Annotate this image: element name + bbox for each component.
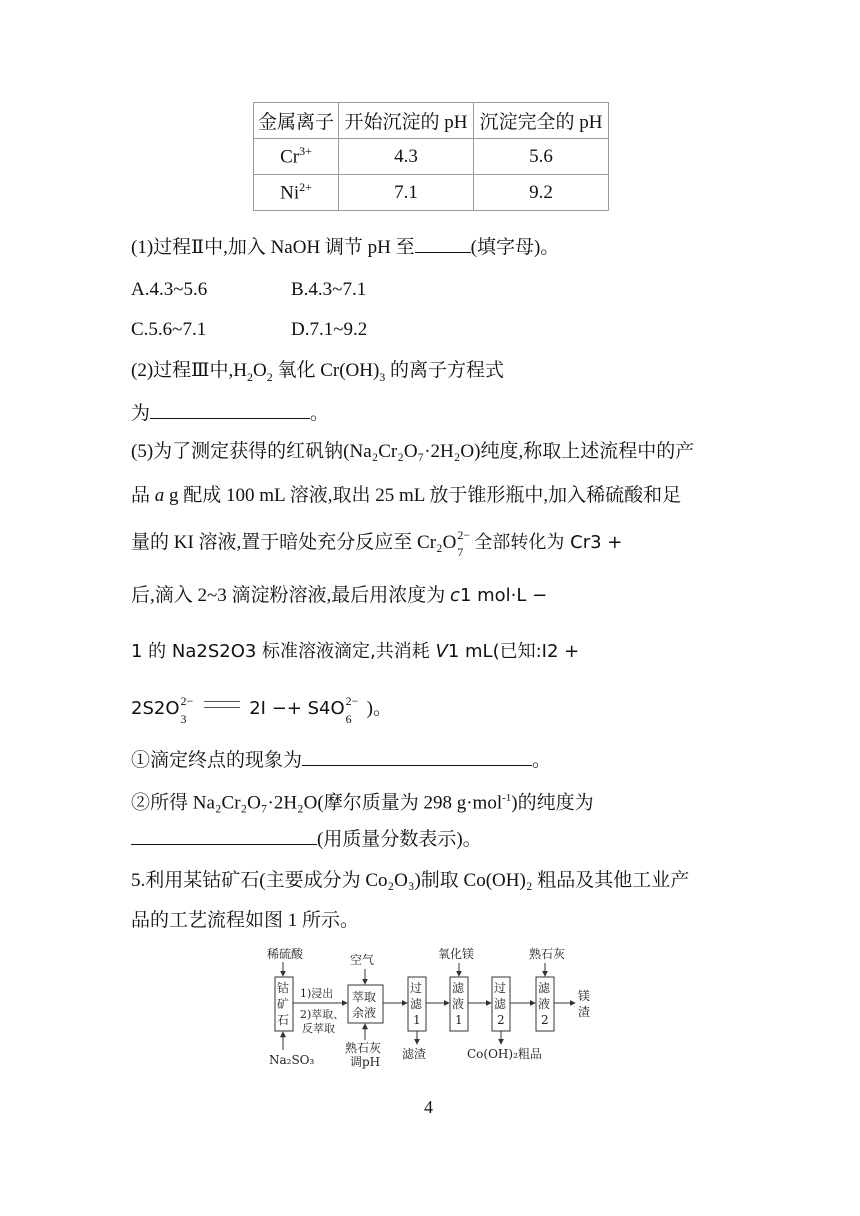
- table-header-cell: 开始沉淀的 pH: [339, 103, 474, 139]
- question-5-line-1: (5)为了测定获得的红矾钠(Na₂Cr₂O₇·2H₂O)纯度,称取上述流程中的产: [131, 441, 695, 462]
- table-header-cell: 金属离子: [254, 103, 339, 139]
- svg-text:1: 1: [455, 1013, 463, 1027]
- residue-label: 滤渣: [402, 1047, 427, 1061]
- ore-char: 钴: [277, 981, 290, 995]
- question-2: (2)过程Ⅲ中$,H_2O_2$ 氧化 $Cr(OH)_3$ 的离子方程式: [131, 360, 505, 384]
- question-5-equation: 2S2O 2− 3 2I −+ S4O 2− 6 )。: [131, 694, 392, 726]
- question-5-line-3: 量的 KI 溶液,置于暗处充分反应至 Cr₂O 2− 7 全部转化为 Cr3 +: [131, 528, 623, 559]
- ore-char: 矿: [277, 997, 290, 1011]
- magnesium-oxide-label: 氧化镁: [438, 947, 475, 961]
- table-header-cell: 沉淀完全的 pH: [474, 103, 609, 139]
- option-a: A.4.3~5.6: [131, 279, 208, 300]
- svg-text:液: 液: [452, 997, 465, 1011]
- sub-question-2-answer: (用质量分数表示)。: [131, 826, 482, 852]
- option-b: B.4.3~7.1: [291, 279, 367, 300]
- leach-step-label: 1)浸出: [300, 987, 334, 1000]
- svg-text:1: 1: [413, 1013, 421, 1027]
- cobalt-hydroxide-label: Co(OH)₂粗品: [467, 1047, 542, 1061]
- raffinate-label: 余液: [352, 1006, 377, 1020]
- question-5-line-2: 品 a g 配成 100 mL 溶液,取出 25 mL 放于锥形瓶中,加入稀硫酸和足: [131, 485, 682, 506]
- option-c: C.5.6~7.1: [131, 319, 207, 340]
- question-2-answer-line: 为 。: [131, 400, 329, 426]
- ion-cell: $Cr^{3+}$: [254, 139, 339, 175]
- equals-sign: [204, 701, 240, 708]
- sub-question-2: ②所得 Na₂Cr₂O₇·2H₂O(摩尔质量为 298 g·mol$^{-1}$)的纯度为: [131, 792, 594, 814]
- svg-text:滤: 滤: [452, 981, 465, 995]
- sulfuric-acid-label: 稀硫酸: [267, 947, 304, 961]
- sub-question-1: ①滴定终点的现象为 。: [131, 747, 551, 773]
- question-5b-line-2: 品的工艺流程如图 1 所示。: [131, 910, 360, 931]
- svg-text:滤: 滤: [494, 997, 507, 1011]
- svg-text:液: 液: [538, 997, 551, 1011]
- option-d: D.7.1~9.2: [291, 319, 368, 340]
- back-extract-label: 反萃取: [302, 1022, 335, 1035]
- answer-blank: [415, 234, 471, 253]
- svg-text:2: 2: [497, 1013, 505, 1027]
- start-ph-cell: 7.1: [339, 175, 474, 211]
- svg-text:过: 过: [494, 981, 507, 995]
- svg-text:滤: 滤: [410, 997, 423, 1011]
- question-5b-line-1: 5.利用某钴矿石(主要成分为 Co₂O₃)制取 Co(OH)₂ 粗品及其他工业产: [131, 870, 690, 891]
- slaked-lime-label: 熟石灰: [529, 947, 566, 961]
- table-header-row: [254, 103, 609, 139]
- process-flow-diagram: [255, 940, 615, 1075]
- svg-text:过: 过: [410, 981, 423, 995]
- air-label: 空气: [350, 953, 375, 967]
- raffinate-label: 萃取: [352, 990, 377, 1004]
- table-row: [254, 139, 609, 175]
- question-5-line-4: 后,滴入 2~3 滴淀粉溶液,最后用浓度为 c1 mol·L −: [131, 585, 548, 606]
- mg-slag-label: 镁: [578, 989, 591, 1003]
- complete-ph-cell: 5.6: [474, 139, 609, 175]
- start-ph-cell: 4.3: [339, 139, 474, 175]
- answer-blank: [150, 400, 310, 419]
- svg-text:滤: 滤: [538, 981, 551, 995]
- lime-ph-label: 熟石灰: [345, 1041, 382, 1055]
- table-row: [254, 175, 609, 211]
- svg-text:2: 2: [541, 1013, 549, 1027]
- sodium-sulfite-label: Na₂SO₃: [269, 1053, 315, 1067]
- page-number: 4: [424, 1097, 433, 1117]
- extract-step-label: 2)萃取、: [300, 1008, 345, 1021]
- ion-cell: $Ni^{2+}$: [254, 175, 339, 211]
- ore-char: 石: [277, 1013, 290, 1027]
- mg-slag-label: 渣: [578, 1005, 591, 1019]
- complete-ph-cell: 9.2: [474, 175, 609, 211]
- answer-blank: [302, 747, 532, 766]
- lime-ph-label: 调pH: [350, 1055, 381, 1069]
- ph-table: [253, 102, 609, 211]
- question-1: (1)过程Ⅱ中,加入 NaOH 调节 pH 至 (填字母)。: [131, 234, 559, 260]
- question-5-line-5: 1 的 Na2S2O3 标准溶液滴定,共消耗 V1 mL(已知:I2 +: [131, 641, 580, 662]
- answer-blank: [131, 826, 317, 845]
